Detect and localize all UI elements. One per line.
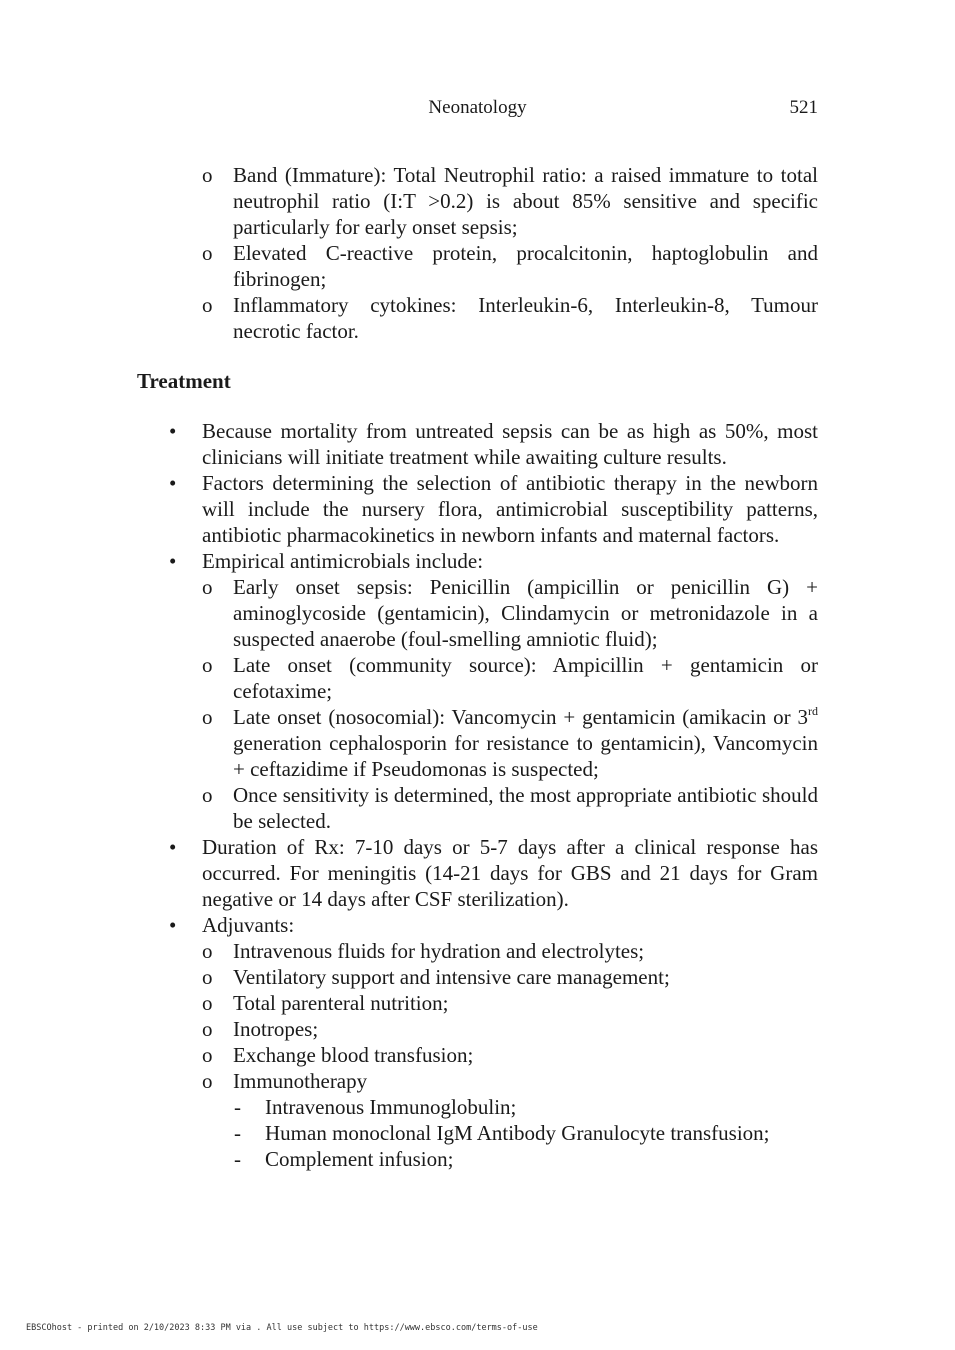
list-item bbox=[137, 782, 818, 834]
list-item bbox=[137, 1120, 818, 1146]
list-item-text: Total parenteral nutrition; bbox=[233, 991, 449, 1015]
list-item bbox=[137, 1094, 818, 1120]
list-item-text: Once sensitivity is determined, the most appropriate antibiotic should be selected. bbox=[233, 783, 818, 833]
section-heading-treatment: Treatment bbox=[137, 369, 231, 393]
list-item-text: Early onset sepsis: Penicillin (ampicillin or penicillin G) + aminoglycoside (gentamicin), Clindamycin or metronidazole in a suspected anaerobe (foul-smelling amniotic fluid); bbox=[233, 575, 818, 651]
text-segment: Late onset (nosocomial): Vancomycin + gentamicin (amikacin or 3 bbox=[233, 705, 808, 729]
running-header bbox=[0, 97, 955, 123]
circle-bullet-icon: o bbox=[202, 1069, 213, 1093]
circle-bullet-icon: o bbox=[202, 1017, 213, 1041]
list-item bbox=[137, 418, 818, 470]
list-item bbox=[137, 470, 818, 548]
bullet-icon: • bbox=[169, 419, 177, 443]
circle-bullet-icon: o bbox=[202, 965, 213, 989]
circle-bullet-icon: o bbox=[202, 1043, 213, 1067]
list-item-text: Inotropes; bbox=[233, 1017, 319, 1041]
list-item bbox=[137, 938, 818, 964]
page-number: 521 bbox=[789, 97, 818, 118]
list-item-text: Factors determining the selection of antibiotic therapy in the newborn will include the nursery flora, antimicrobial susceptibility patterns, antibiotic pharmacokinetics in newborn infants and maternal factors. bbox=[202, 471, 818, 547]
circle-bullet-icon: o bbox=[202, 293, 213, 317]
list-item bbox=[137, 964, 818, 990]
list-item-text bbox=[233, 705, 818, 781]
list-item bbox=[137, 652, 818, 704]
circle-bullet-icon: o bbox=[202, 575, 213, 599]
list-item-text: Exchange blood transfusion; bbox=[233, 1043, 474, 1067]
page-body bbox=[137, 162, 818, 1172]
list-item-text: Late onset (community source): Ampicillin + gentamicin or cefotaxime; bbox=[233, 653, 818, 703]
list-item bbox=[137, 990, 818, 1016]
circle-bullet-icon: o bbox=[202, 783, 213, 807]
bullet-icon: • bbox=[169, 549, 177, 573]
text-segment: generation cephalosporin for resistance to gentamicin), Vancomycin + ceftazidime if Pseudomonas is suspected; bbox=[233, 731, 818, 781]
circle-bullet-icon: o bbox=[202, 991, 213, 1015]
circle-bullet-icon: o bbox=[202, 705, 213, 729]
list-item bbox=[137, 574, 818, 652]
bullet-icon: • bbox=[169, 913, 177, 937]
circle-bullet-icon: o bbox=[202, 653, 213, 677]
list-item-text: Intravenous fluids for hydration and electrolytes; bbox=[233, 939, 645, 963]
circle-bullet-icon: o bbox=[202, 163, 213, 187]
list-item-text: Because mortality from untreated sepsis can be as high as 50%, most clinicians will initiate treatment while awaiting culture results. bbox=[202, 419, 818, 469]
list-item-text: Ventilatory support and intensive care management; bbox=[233, 965, 670, 989]
list-item bbox=[137, 1068, 818, 1094]
running-title: Neonatology bbox=[428, 97, 527, 118]
list-item bbox=[137, 912, 818, 938]
list-item-text: Intravenous Immunoglobulin; bbox=[265, 1095, 517, 1119]
dash-bullet-icon: - bbox=[234, 1147, 241, 1171]
circle-bullet-icon: o bbox=[202, 241, 213, 265]
list-item-text: Human monoclonal IgM Antibody Granulocyte transfusion; bbox=[265, 1121, 770, 1145]
list-item-text: Elevated C-reactive protein, procalcitonin, haptoglobulin and fibrinogen; bbox=[233, 241, 818, 291]
list-item-text: Adjuvants: bbox=[202, 913, 295, 937]
dash-bullet-icon: - bbox=[234, 1095, 241, 1119]
list-item bbox=[137, 1146, 818, 1172]
list-item-text: Complement infusion; bbox=[265, 1147, 454, 1171]
list-item-text: Duration of Rx: 7-10 days or 5-7 days after a clinical response has occurred. For meningitis (14-21 days for GBS and 21 days for Gram negative or 14 days after CSF sterilization). bbox=[202, 835, 818, 911]
bullet-icon: • bbox=[169, 835, 177, 859]
print-footer: EBSCOhost - printed on 2/10/2023 8:33 PM via . All use subject to https://www.ebsco.com/terms-of-use bbox=[26, 1323, 538, 1333]
superscript: rd bbox=[808, 704, 818, 718]
list-item bbox=[137, 704, 818, 782]
list-item bbox=[137, 240, 818, 292]
list-item-text: Inflammatory cytokines: Interleukin-6, Interleukin-8, Tumour necrotic factor. bbox=[233, 293, 818, 343]
bullet-icon: • bbox=[169, 471, 177, 495]
list-item bbox=[137, 548, 818, 574]
list-item bbox=[137, 162, 818, 240]
circle-bullet-icon: o bbox=[202, 939, 213, 963]
list-item bbox=[137, 292, 818, 344]
list-item bbox=[137, 1042, 818, 1068]
list-item-text: Band (Immature): Total Neutrophil ratio: a raised immature to total neutrophil ratio (I:T >0.2) is about 85% sensitive and specific particularly for early onset sepsis; bbox=[233, 163, 818, 239]
list-item-text: Immunotherapy bbox=[233, 1069, 368, 1093]
list-item bbox=[137, 1016, 818, 1042]
list-item bbox=[137, 834, 818, 912]
dash-bullet-icon: - bbox=[234, 1121, 241, 1145]
list-item-text: Empirical antimicrobials include: bbox=[202, 549, 484, 573]
